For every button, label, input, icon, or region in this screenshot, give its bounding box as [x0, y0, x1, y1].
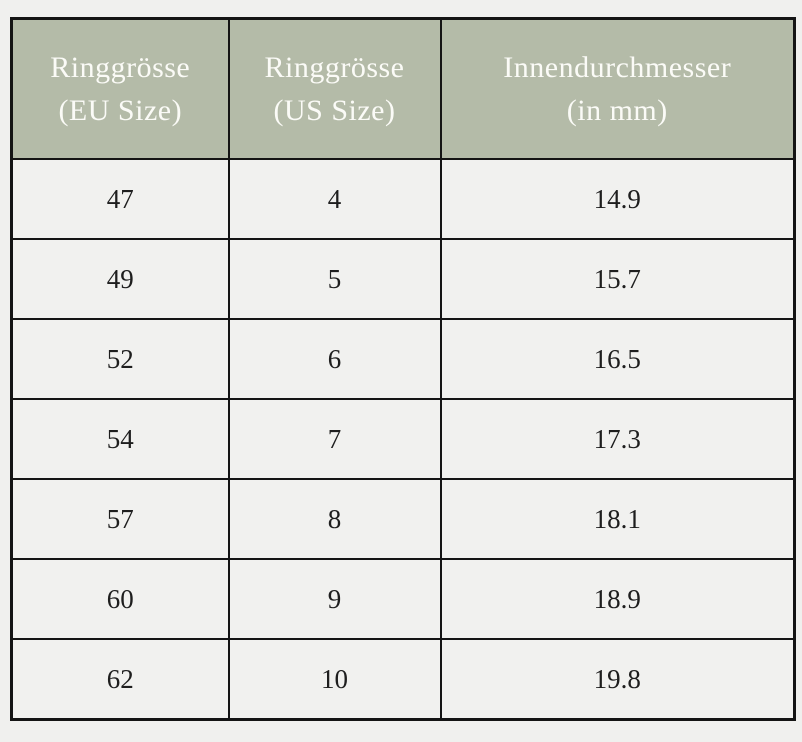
- cell-us-size: 4: [229, 159, 441, 239]
- header-eu-size-line1: Ringgrösse: [50, 50, 191, 84]
- cell-eu-size: 47: [12, 159, 229, 239]
- header-us-size-line1: Ringgrösse: [264, 50, 405, 84]
- ring-size-table: [10, 17, 796, 721]
- header-us-size-line2: (US Size): [273, 94, 396, 127]
- cell-inner-diameter: 19.8: [441, 639, 795, 720]
- cell-us-size: 5: [229, 239, 441, 319]
- cell-inner-diameter: 18.1: [441, 479, 795, 559]
- header-eu-size-line2: (EU Size): [58, 94, 183, 127]
- cell-us-size: 10: [229, 639, 441, 720]
- cell-inner-diameter: 16.5: [441, 319, 795, 399]
- cell-eu-size: 57: [12, 479, 229, 559]
- header-us-size: [229, 19, 441, 160]
- table-row: [12, 559, 795, 639]
- table-row: [12, 239, 795, 319]
- cell-inner-diameter: 15.7: [441, 239, 795, 319]
- cell-us-size: 7: [229, 399, 441, 479]
- cell-us-size: 9: [229, 559, 441, 639]
- table-body: [12, 159, 795, 720]
- header-inner-diameter-line2: (in mm): [566, 94, 668, 127]
- header-inner-diameter-line1: Innendurchmesser: [503, 50, 732, 84]
- cell-inner-diameter: 14.9: [441, 159, 795, 239]
- table-row: [12, 319, 795, 399]
- table-row: [12, 399, 795, 479]
- table-row: [12, 159, 795, 239]
- cell-eu-size: 49: [12, 239, 229, 319]
- cell-eu-size: 52: [12, 319, 229, 399]
- cell-eu-size: 62: [12, 639, 229, 720]
- header-eu-size: [12, 19, 229, 160]
- cell-inner-diameter: 18.9: [441, 559, 795, 639]
- cell-us-size: 6: [229, 319, 441, 399]
- cell-eu-size: 60: [12, 559, 229, 639]
- table-header-row: [12, 19, 795, 160]
- header-inner-diameter: [441, 19, 795, 160]
- cell-us-size: 8: [229, 479, 441, 559]
- table-row: [12, 639, 795, 720]
- cell-inner-diameter: 17.3: [441, 399, 795, 479]
- table-row: [12, 479, 795, 559]
- cell-eu-size: 54: [12, 399, 229, 479]
